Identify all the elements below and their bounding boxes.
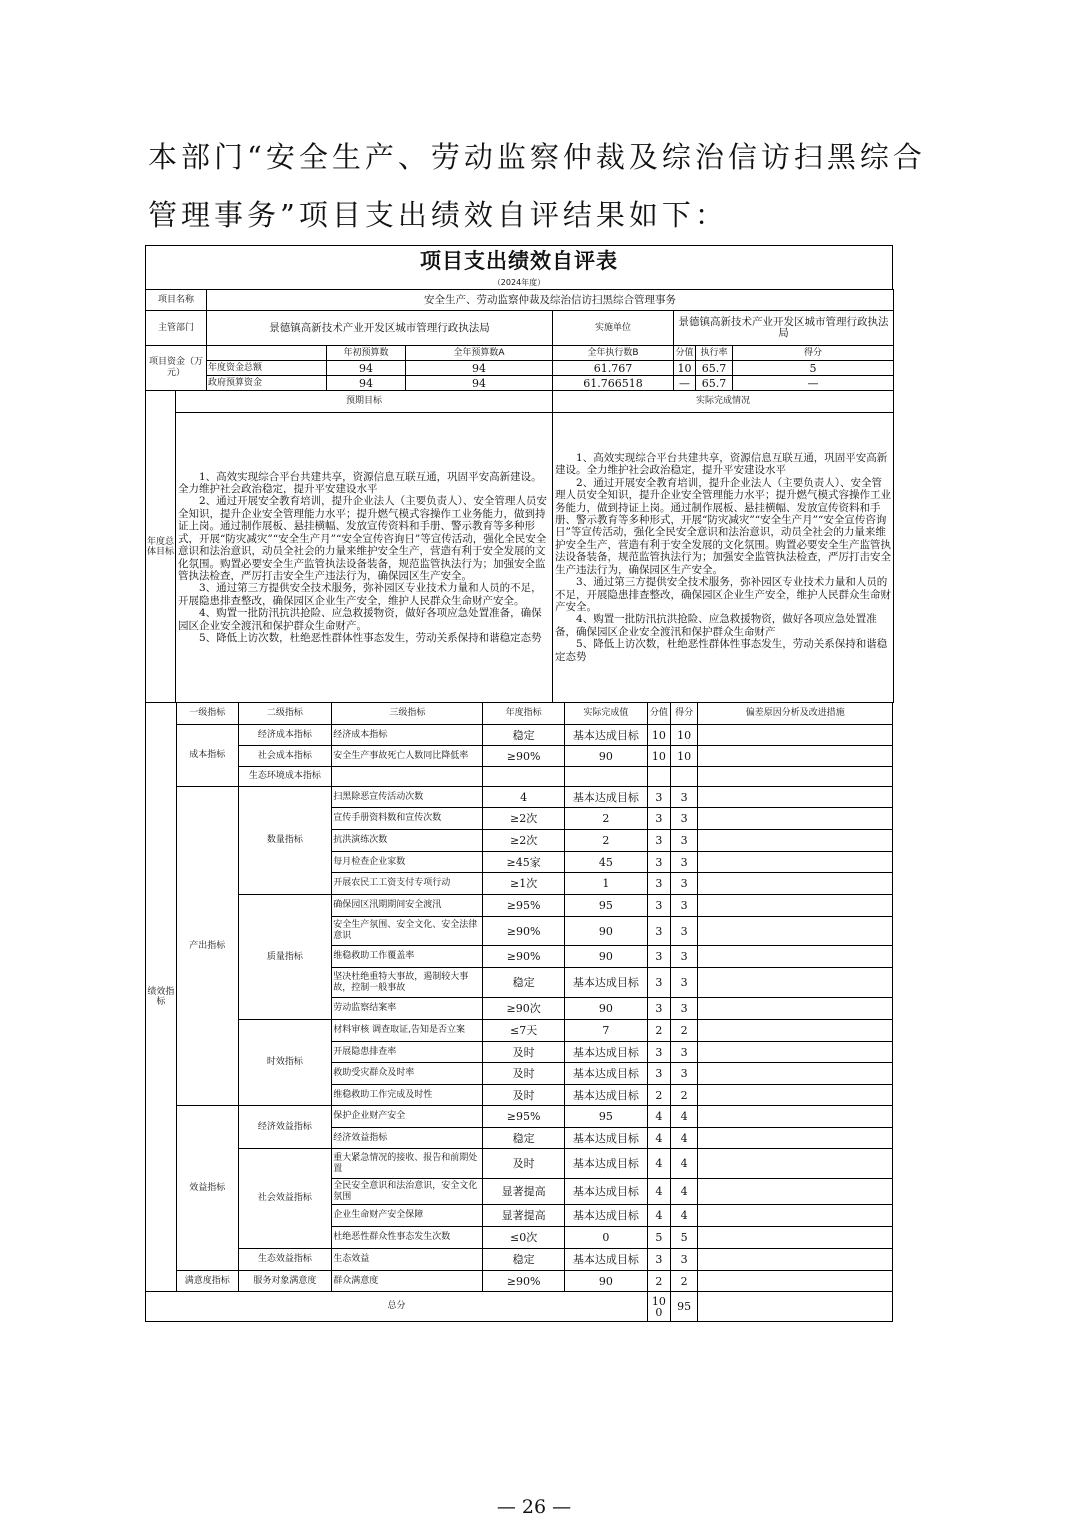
actual-value: 基本达成目标 — [564, 1042, 647, 1063]
score-value: 3 — [670, 946, 698, 968]
level3-indicator: 经济成本指标 — [332, 725, 483, 746]
page-number: — 26 — — [496, 1496, 572, 1518]
weight-value: 4 — [648, 1106, 671, 1128]
annual-target: ≥45家 — [483, 852, 564, 873]
level3-indicator: 安全生产氛围、安全文化、安全法律意识 — [332, 917, 483, 946]
funds-score: — — [733, 376, 894, 391]
annual-target: ≥95% — [483, 895, 564, 917]
score-value: 4 — [670, 1106, 698, 1128]
weight-value: 3 — [648, 852, 671, 873]
weight-value: 3 — [648, 830, 671, 852]
form-title: 项目支出绩效自评表 — [145, 245, 893, 277]
annual-target: ≥95% — [483, 1106, 564, 1128]
deviation-note — [698, 895, 893, 917]
funds-header-exec: 全年执行数B — [553, 346, 674, 361]
deviation-note — [698, 1020, 893, 1042]
level3-indicator: 确保园区汛期期间安全渡汛 — [332, 895, 483, 917]
level3-indicator: 安全生产事故死亡人数同比降低率 — [332, 746, 483, 767]
weight-value: 3 — [648, 873, 671, 895]
annual-target: ≤0次 — [483, 1227, 564, 1249]
expected-goal-text: 1、高效实现综合平台共建共享，资源信息互联互通，巩固平安高新建设。全力维护社会政治稳定，提升平安建设水平 2、通过开展安全教育培训，提升企业法人（主要负责人）、安全管理人员安全知识，提升企业安全管理能力水平；提升燃气模式容操作工业务能力，做到持证上岗。通过制作展板、悬挂横幅、发放宣传资料和手册、警示教育等多种形式，开展“防灾减灾”“安全生产月”“安全宣传咨询日”等宣传活动，强化全民安全意识和法治意识，动员全社会的力量来维护安全生产，营造有利于安全发展的文化氛围。购置必要安全生产监管执法设备装备，规范监管执法行为；加强安全监管执法检查，严厉打击安全生产违法行为，确保园区生产安全。 3、通过第三方提供安全技术服务，弥补园区专业技术力量和人员的不足，开展隐患排查整改，确保园区企业生产安全，维护人民群众生命财产安全。 4、购置一批防汛抗洪抢险、应急救援物资，做好各项应急处置准备，确保园区企业安全渡汛和保护群众生命财产。 5、降低上访次数，杜绝恶性群体性事态发生，劳动关系保持和谐稳定态势 — [176, 413, 553, 703]
deviation-note — [698, 1179, 893, 1205]
actual-value: 基本达成目标 — [564, 725, 647, 746]
level2-indicator: 经济效益指标 — [238, 1106, 332, 1149]
annual-target — [483, 767, 564, 787]
deviation-note — [698, 1106, 893, 1128]
weight-value: 10 — [648, 746, 671, 767]
actual-value: 基本达成目标 — [564, 1249, 647, 1271]
deviation-note — [698, 1042, 893, 1063]
header-score: 得分 — [670, 703, 698, 725]
deviation-note — [698, 746, 893, 767]
score-value: 3 — [670, 968, 698, 998]
weight-value: 10 — [648, 725, 671, 746]
actual-value: 90 — [564, 1271, 647, 1292]
level1-indicator: 满意度指标 — [176, 1271, 238, 1292]
funds-weight: 10 — [674, 361, 696, 376]
level3-indicator: 维稳救助工作覆盖率 — [332, 946, 483, 968]
deviation-note — [698, 1128, 893, 1149]
indicator-row — [146, 1149, 893, 1179]
level3-indicator: 开展隐患排查率 — [332, 1042, 483, 1063]
annual-target: 及时 — [483, 1149, 564, 1179]
score-value: 3 — [670, 787, 698, 808]
level3-indicator: 重大紧急情况的接收、报告和前期处置 — [332, 1149, 483, 1179]
deviation-note — [698, 1063, 893, 1085]
deviation-note — [698, 1271, 893, 1292]
project-name-value: 安全生产、劳动监察仲裁及综治信访扫黑综合管理事务 — [207, 290, 894, 311]
header-deviation: 偏差原因分析及改进措施 — [698, 703, 893, 725]
total-score: 95 — [670, 1292, 698, 1322]
weight-value: 5 — [648, 1227, 671, 1249]
level3-indicator: 每月检查企业家数 — [332, 852, 483, 873]
indicator-row — [146, 767, 893, 787]
deviation-note — [698, 917, 893, 946]
actual-value: 90 — [564, 917, 647, 946]
score-value: 3 — [670, 808, 698, 830]
project-name-label: 项目名称 — [146, 290, 207, 311]
score-value: 4 — [670, 1205, 698, 1227]
indicator-row — [146, 725, 893, 746]
score-value: 2 — [670, 1020, 698, 1042]
score-value: 2 — [670, 1085, 698, 1106]
annual-target: ≥2次 — [483, 808, 564, 830]
actual-value: 1 — [564, 873, 647, 895]
funds-header-budget: 全年预算数A — [406, 346, 553, 361]
deviation-note — [698, 1249, 893, 1271]
funds-init: 94 — [327, 361, 406, 376]
deviation-note — [698, 998, 893, 1020]
deviation-note — [698, 808, 893, 830]
header-level3: 三级指标 — [332, 703, 483, 725]
weight-value: 2 — [648, 1271, 671, 1292]
level2-indicator: 社会效益指标 — [238, 1149, 332, 1249]
level3-indicator: 杜绝恶性群众性事态发生次数 — [332, 1227, 483, 1249]
level3-indicator: 经济效益指标 — [332, 1128, 483, 1149]
deviation-note — [698, 725, 893, 746]
score-value: 4 — [670, 1128, 698, 1149]
level3-indicator: 宣传手册资料数和宣传次数 — [332, 808, 483, 830]
header-level2: 二级指标 — [238, 703, 332, 725]
weight-value: 3 — [648, 946, 671, 968]
actual-value: 45 — [564, 852, 647, 873]
header-actual: 实际完成值 — [564, 703, 647, 725]
indicator-table — [145, 702, 893, 1322]
funds-init: 94 — [327, 376, 406, 391]
weight-value — [648, 767, 671, 787]
intro-paragraph: 本部门“安全生产、劳动监察仲裁及综治信访扫黑综合管理事务”项目支出绩效自评结果如下： — [148, 140, 926, 232]
weight-value: 3 — [648, 1249, 671, 1271]
level1-indicator: 产出指标 — [176, 787, 238, 1106]
funds-exec: 61.767 — [553, 361, 674, 376]
indicator-row — [146, 787, 893, 808]
level1-indicator: 效益指标 — [176, 1106, 238, 1271]
header-weight: 分值 — [648, 703, 671, 725]
funds-weight: — — [674, 376, 696, 391]
annual-target: ≥1次 — [483, 873, 564, 895]
actual-value: 7 — [564, 1020, 647, 1042]
performance-indicators-label: 绩效指标 — [146, 703, 177, 1292]
deviation-note — [698, 767, 893, 787]
annual-target: ≥90% — [483, 917, 564, 946]
level2-indicator: 服务对象满意度 — [238, 1271, 332, 1292]
deviation-note — [698, 968, 893, 998]
level2-indicator: 生态效益指标 — [238, 1249, 332, 1271]
score-value: 3 — [670, 873, 698, 895]
score-value: 4 — [670, 1179, 698, 1205]
weight-value: 4 — [648, 1149, 671, 1179]
annual-target: 4 — [483, 787, 564, 808]
level3-indicator: 坚决杜绝重特大事故，遏制较大事故，控制一般事故 — [332, 968, 483, 998]
score-value: 3 — [670, 852, 698, 873]
score-value: 3 — [670, 1249, 698, 1271]
deviation-note — [698, 1227, 893, 1249]
annual-target: 显著提高 — [483, 1205, 564, 1227]
funds-rate: 65.7 — [696, 376, 733, 391]
level2-indicator: 生态环境成本指标 — [238, 767, 332, 787]
score-value: 4 — [670, 1149, 698, 1179]
actual-value: 95 — [564, 895, 647, 917]
deviation-note — [698, 873, 893, 895]
annual-target: ≥2次 — [483, 830, 564, 852]
indicator-row — [146, 1106, 893, 1128]
score-value — [670, 767, 698, 787]
deviation-note — [698, 1085, 893, 1106]
score-value: 3 — [670, 998, 698, 1020]
funds-header-score: 得分 — [733, 346, 894, 361]
actual-completion-text: 1、高效实现综合平台共建共享，资源信息互联互通，巩固平安高新建设。全力维护社会政治稳定，提升平安建设水平 2、通过开展安全教育培训，提升企业法人（主要负责人）、安全管理人员安全知识，提升企业安全管理能力水平；提升燃气模式容操作工业务能力，做到持证上岗。通过制作展板、悬挂横幅、发放宣传资料和手册、警示教育等多种形式，开展“防灾减灾”“安全生产月”“安全宣传咨询日”等宣传活动，强化全民安全意识和法治意识，动员全社会的力量来维护安全生产，营造有利于安全发展的文化氛围。购置必要安全生产监管执法设备装备，规范监管执法行为；加强安全监管执法检查，严厉打击安全生产违法行为，确保园区生产安全。 3、通过第三方提供安全技术服务，弥补园区专业技术力量和人员的不足，开展隐患排查整改，确保园区企业生产安全，维护人民群众生命财产安全。 4、购置一批防汛抗洪抢险、应急救援物资，做好各项应急处置准备，确保园区企业安全渡汛和保护群众生命财产 5、降低上访次数，杜绝恶性群体性事态发生，劳动关系保持和谐稳定态势 — [553, 413, 894, 703]
level3-indicator: 全民安全意识和法治意识，安全文化氛围 — [332, 1179, 483, 1205]
dept-value: 景德镇高新技术产业开发区城市管理行政执法局 — [207, 311, 553, 346]
weight-value: 2 — [648, 1085, 671, 1106]
level3-indicator: 扫黑除恶宣传活动次数 — [332, 787, 483, 808]
level3-indicator: 开展农民工工资支付专项行动 — [332, 873, 483, 895]
level3-indicator: 企业生命财产安全保障 — [332, 1205, 483, 1227]
annual-target: ≤7天 — [483, 1020, 564, 1042]
level3-indicator: 救助受灾群众及时率 — [332, 1063, 483, 1085]
funds-header-blank — [207, 346, 327, 361]
annual-target: ≥90% — [483, 746, 564, 767]
actual-value: 基本达成目标 — [564, 1085, 647, 1106]
impl-label: 实施单位 — [553, 311, 674, 346]
expected-goal-header: 预期目标 — [176, 391, 553, 413]
indicator-row — [146, 746, 893, 767]
score-value: 3 — [670, 895, 698, 917]
funds-label: 项目资金（万元） — [146, 346, 207, 391]
actual-value: 基本达成目标 — [564, 1063, 647, 1085]
actual-value: 基本达成目标 — [564, 1205, 647, 1227]
weight-value: 3 — [648, 787, 671, 808]
total-weight: 100 — [648, 1292, 671, 1322]
weight-value: 4 — [648, 1128, 671, 1149]
actual-value: 95 — [564, 1106, 647, 1128]
funds-row-label: 政府预算资金 — [207, 376, 327, 391]
annual-target: 及时 — [483, 1063, 564, 1085]
funds-score: 5 — [733, 361, 894, 376]
indicator-row — [146, 1271, 893, 1292]
annual-target: ≥90% — [483, 1271, 564, 1292]
level2-indicator: 经济成本指标 — [238, 725, 332, 746]
actual-value: 90 — [564, 946, 647, 968]
funds-exec: 61.766518 — [553, 376, 674, 391]
level3-indicator: 群众满意度 — [332, 1271, 483, 1292]
weight-value: 3 — [648, 998, 671, 1020]
score-value: 5 — [670, 1227, 698, 1249]
deviation-note — [698, 830, 893, 852]
deviation-note — [698, 946, 893, 968]
weight-value: 3 — [648, 968, 671, 998]
total-note — [698, 1292, 893, 1322]
level3-indicator: 材料审核 调查取证,告知是否立案 — [332, 1020, 483, 1042]
score-value: 3 — [670, 1042, 698, 1063]
actual-value: 2 — [564, 808, 647, 830]
actual-value: 90 — [564, 746, 647, 767]
deviation-note — [698, 1149, 893, 1179]
weight-value: 4 — [648, 1179, 671, 1205]
header-target: 年度指标 — [483, 703, 564, 725]
header-table — [145, 289, 894, 703]
annual-target: 及时 — [483, 1042, 564, 1063]
annual-target: ≥90次 — [483, 998, 564, 1020]
funds-rate: 65.7 — [696, 361, 733, 376]
actual-value: 基本达成目标 — [564, 1179, 647, 1205]
weight-value: 3 — [648, 917, 671, 946]
self-evaluation-form — [145, 245, 893, 1322]
score-value: 3 — [670, 917, 698, 946]
weight-value: 3 — [648, 1063, 671, 1085]
actual-value: 基本达成目标 — [564, 1128, 647, 1149]
annual-target: 稳定 — [483, 1249, 564, 1271]
header-level1: 一级指标 — [176, 703, 238, 725]
indicator-row — [146, 895, 893, 917]
level3-indicator: 维稳救助工作完成及时性 — [332, 1085, 483, 1106]
level2-indicator: 数量指标 — [238, 787, 332, 895]
level2-indicator: 社会成本指标 — [238, 746, 332, 767]
score-value: 3 — [670, 1063, 698, 1085]
level3-indicator: 劳动监察结案率 — [332, 998, 483, 1020]
form-year: （2024年度） — [145, 277, 893, 289]
annual-target: 稳定 — [483, 725, 564, 746]
weight-value: 3 — [648, 808, 671, 830]
deviation-note — [698, 787, 893, 808]
funds-row-label: 年度资金总额 — [207, 361, 327, 376]
dept-label: 主管部门 — [146, 311, 207, 346]
level1-indicator: 成本指标 — [176, 725, 238, 787]
impl-value: 景德镇高新技术产业开发区城市管理行政执法局 — [674, 311, 894, 346]
weight-value: 3 — [648, 895, 671, 917]
weight-value: 2 — [648, 1020, 671, 1042]
annual-target: 及时 — [483, 1085, 564, 1106]
funds-header-weight: 分值 — [674, 346, 696, 361]
actual-value: 基本达成目标 — [564, 787, 647, 808]
score-value: 10 — [670, 746, 698, 767]
weight-value: 3 — [648, 1042, 671, 1063]
weight-value: 4 — [648, 1205, 671, 1227]
level3-indicator: 生态效益 — [332, 1249, 483, 1271]
actual-completion-header: 实际完成情况 — [553, 391, 894, 413]
funds-budget: 94 — [406, 361, 553, 376]
annual-goal-label: 年度总体目标 — [146, 391, 176, 703]
score-value: 2 — [670, 1271, 698, 1292]
level3-indicator: 保护企业财产安全 — [332, 1106, 483, 1128]
level3-indicator: 抗洪演练次数 — [332, 830, 483, 852]
actual-value: 2 — [564, 830, 647, 852]
score-value: 10 — [670, 725, 698, 746]
funds-budget: 94 — [406, 376, 553, 391]
actual-value — [564, 767, 647, 787]
actual-value: 90 — [564, 998, 647, 1020]
level3-indicator — [332, 767, 483, 787]
funds-header-init: 年初预算数 — [327, 346, 406, 361]
deviation-note — [698, 1205, 893, 1227]
level2-indicator: 质量指标 — [238, 895, 332, 1020]
actual-value: 基本达成目标 — [564, 968, 647, 998]
indicator-row — [146, 1020, 893, 1042]
annual-target: 稳定 — [483, 968, 564, 998]
indicator-row — [146, 1249, 893, 1271]
annual-target: 稳定 — [483, 1128, 564, 1149]
actual-value: 0 — [564, 1227, 647, 1249]
deviation-note — [698, 852, 893, 873]
annual-target: 显著提高 — [483, 1179, 564, 1205]
total-label: 总分 — [146, 1292, 648, 1322]
score-value: 3 — [670, 830, 698, 852]
annual-target: ≥90% — [483, 946, 564, 968]
actual-value: 基本达成目标 — [564, 1149, 647, 1179]
level2-indicator: 时效指标 — [238, 1020, 332, 1106]
funds-header-rate: 执行率 — [696, 346, 733, 361]
